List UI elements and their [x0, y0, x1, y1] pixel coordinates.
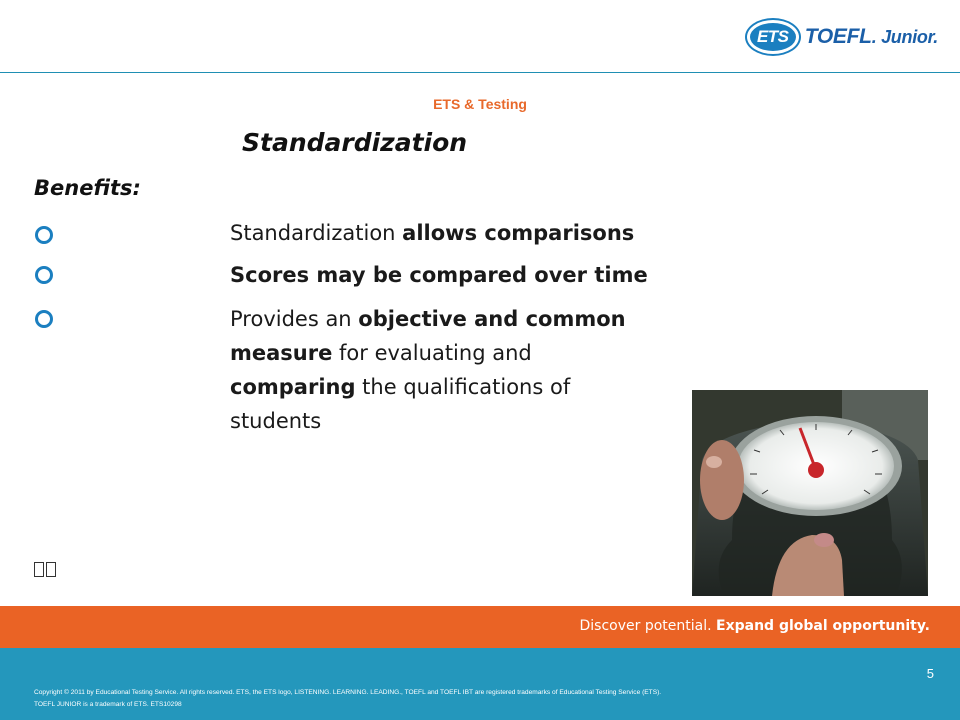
bullet-3-line-3 [230, 370, 680, 404]
bullet-1-text: Standardization [230, 221, 403, 245]
footer-tagline [580, 618, 930, 634]
missing-glyph-box [34, 562, 44, 577]
bullet-3-line-1 [230, 302, 680, 336]
copyright-line-2: TOEFL JUNIOR is a trademark of ETS. ETS10298 [34, 701, 182, 708]
bathroom-scale-illustration [692, 390, 928, 596]
ets-toefl-junior-logo [747, 20, 938, 54]
bullet-3-line-2-text: for evaluating and [332, 341, 532, 365]
bullet-3-line-4-text: students [230, 409, 322, 433]
missing-glyph-box [46, 562, 56, 577]
bullet-3-line-3-bold: comparing [230, 375, 356, 399]
ring-bullet-icon [35, 266, 53, 284]
bullet-1 [230, 216, 680, 250]
tagline-plain: Discover potential. [579, 618, 717, 634]
bullet-3-line-2 [230, 336, 680, 370]
bathroom-scale-photo [692, 390, 928, 596]
ring-bullet-icon [35, 226, 53, 244]
bullet-3-line-3-text: the qualifications of [355, 375, 571, 399]
toefl-junior-wordmark [805, 25, 938, 49]
bullet-2-bold: Scores may be compared over time [230, 263, 648, 287]
copyright-notice [34, 687, 934, 711]
tagline-bold: Expand global opportunity. [716, 618, 930, 634]
section-label: ETS & Testing [433, 96, 527, 112]
bullet-3-line-2-bold: measure [230, 341, 333, 365]
bullet-3-line-1-text: Provides an [230, 307, 359, 331]
page-number: 5 [926, 666, 934, 681]
bullet-2 [230, 258, 680, 292]
benefits-heading: Benefits: [34, 176, 141, 200]
ets-logo-icon: ETS [747, 20, 799, 54]
missing-glyph-icon [34, 562, 56, 577]
logo-product-text: TOEFL [804, 25, 872, 48]
bullet-3-line-1-bold: objective and common [358, 307, 626, 331]
bullet-1-bold: allows comparisons [402, 221, 635, 245]
logo-suffix-text: . Junior. [871, 27, 938, 47]
slide-title: Standardization [242, 128, 468, 157]
ring-bullet-icon [35, 310, 53, 328]
copyright-line-1: Copyright © 2011 by Educational Testing Service. All rights reserved. ETS, the ETS logo, LISTENING. LEARNING. LEADING., TOEFL and TOEFL IBT are registered trademarks of Educational Testing Service (ETS). [34, 689, 662, 696]
bullet-3 [230, 302, 680, 438]
header-divider [0, 72, 960, 73]
bullet-3-line-4 [230, 404, 680, 438]
